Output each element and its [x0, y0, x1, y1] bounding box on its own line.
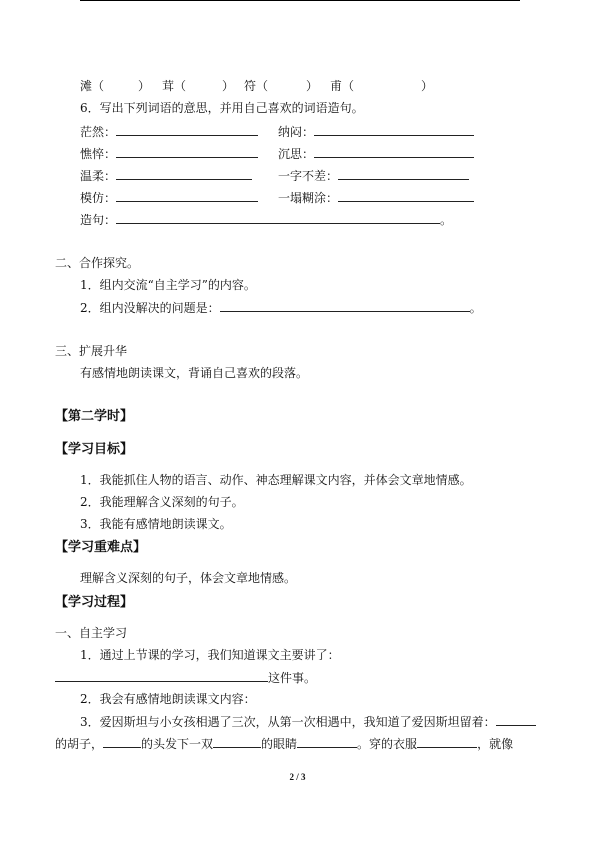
term-row — [80, 189, 339, 205]
char-item-close: ） — [306, 79, 319, 93]
answer-blank — [338, 189, 474, 202]
question-fragment: ，就像 — [477, 737, 514, 751]
term-label: 纳闷： — [278, 125, 315, 139]
term-label: 模仿： — [80, 191, 117, 205]
char-item-close: ） — [421, 79, 434, 93]
term-label: 一字不差： — [278, 169, 339, 183]
section-heading: 一、自主学习 — [55, 626, 128, 640]
answer-blank — [314, 123, 474, 136]
section-item: 1．组内交流“自主学习”的内容。 — [80, 278, 256, 292]
term-right — [278, 167, 469, 184]
top-rule — [80, 0, 520, 1]
char-item-label: 茸（ — [162, 79, 187, 93]
answer-blank — [297, 735, 357, 748]
item-text: 2．组内没解决的问题是： — [80, 301, 220, 315]
answer-blank — [116, 189, 258, 202]
answer-blank — [116, 145, 258, 158]
char-item-close: ） — [222, 79, 235, 93]
term-label: 茫然： — [80, 125, 117, 139]
section-text: 有感情地朗读课文，背诵自己喜欢的段落。 — [80, 366, 309, 380]
goal-item: 2．我能理解含义深刻的句子。 — [80, 495, 244, 509]
lesson-title: 【第二学时】 — [55, 409, 134, 424]
item-end: 。 — [469, 301, 482, 315]
term-right — [278, 123, 474, 140]
term-label: 沉思： — [278, 147, 315, 161]
char-item-label: 甫（ — [330, 79, 355, 93]
answer-suffix: 这件事。 — [268, 671, 317, 685]
question-text: 3．爱因斯坦与小女孩相遇了三次，从第一次相遇中，我知道了爱因斯坦留着： — [80, 715, 496, 729]
char-item-label: 滩（ — [80, 79, 105, 93]
term-label: 憔悴： — [80, 147, 117, 161]
answer-blank — [314, 145, 474, 158]
question-row — [80, 713, 536, 729]
sentence-end: 。 — [440, 213, 453, 227]
goal-item: 3．我能有感情地朗读课文。 — [80, 517, 232, 531]
section-heading: 二、合作探究。 — [55, 256, 140, 270]
answer-blank — [220, 299, 470, 312]
section-heading: 三、扩展升华 — [55, 344, 128, 358]
goals-title: 【学习目标】 — [55, 442, 134, 457]
question-row — [55, 735, 513, 751]
char-item-close: ） — [138, 79, 151, 93]
question-fragment: 的眼睛 — [261, 737, 298, 751]
term-row — [80, 167, 339, 183]
sentence-label: 造句： — [80, 213, 117, 227]
char-annotation-row — [0, 78, 595, 94]
question-text: 1．通过上节课的学习，我们知道课文主要讲了： — [80, 648, 340, 662]
answer-blank — [55, 669, 268, 682]
term-row — [80, 123, 315, 139]
sentence-row — [80, 211, 452, 227]
key-points-text: 理解含义深刻的句子，体会文章地情感。 — [80, 571, 297, 585]
q6-prompt: 6．写出下列词语的意思，并用自己喜欢的词语造句。 — [80, 101, 364, 115]
answer-blank — [417, 735, 477, 748]
char-item-label: 符（ — [244, 79, 269, 93]
question-fragment: 。穿的衣服 — [357, 737, 418, 751]
key-points-title: 【学习重难点】 — [55, 540, 147, 555]
goal-item: 1．我能抓住人物的语言、动作、神态理解课文内容，并体会文章地情感。 — [80, 473, 472, 487]
answer-blank — [116, 167, 252, 180]
answer-blank — [338, 167, 469, 180]
answer-blank — [116, 123, 258, 136]
section-item — [80, 299, 482, 315]
term-label: 温柔： — [80, 169, 117, 183]
term-right — [278, 189, 474, 206]
term-right — [278, 145, 474, 162]
answer-blank — [116, 211, 440, 224]
term-row — [80, 145, 315, 161]
term-label: 一塌糊涂： — [278, 191, 339, 205]
page-number: 2 / 3 — [289, 772, 306, 782]
answer-blank — [103, 735, 141, 748]
question-text: 2．我会有感情地朗读课文内容： — [80, 692, 256, 706]
process-title: 【学习过程】 — [55, 595, 134, 610]
question-fragment: 的头发下一双 — [141, 737, 214, 751]
answer-row — [55, 669, 316, 685]
answer-blank — [496, 713, 536, 726]
answer-blank — [213, 735, 261, 748]
question-fragment: 的胡子， — [55, 737, 104, 751]
